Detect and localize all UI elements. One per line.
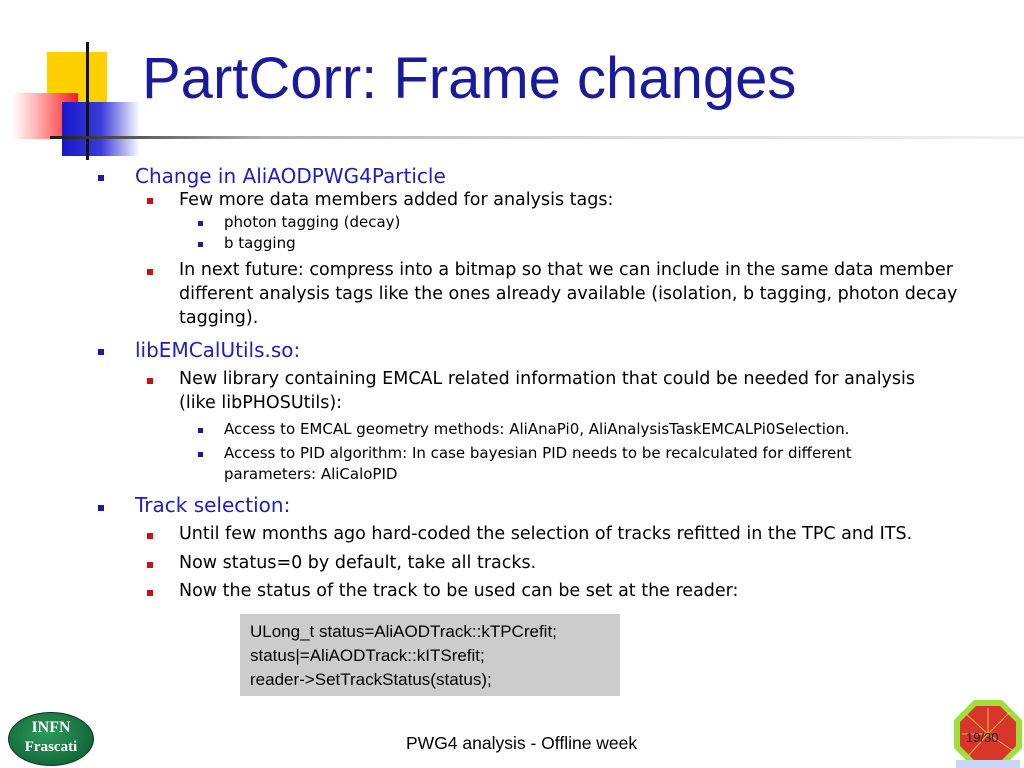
bullet-marker (98, 505, 104, 511)
bullet-l3-text: Access to PID algorithm: In case bayesian PID needs to be recalculated for different (224, 444, 852, 462)
code-line: reader->SetTrackStatus(status); (250, 670, 492, 689)
bullet-marker (147, 562, 153, 568)
bullet-l2-text: Few more data members added for analysis tags: (179, 190, 614, 210)
bullet-marker (147, 533, 153, 539)
bullet-l2-text-cont: different analysis tags like the ones already available (isolation, b tagging, photon decay (179, 284, 958, 304)
bullet-marker (98, 349, 104, 355)
infn-frascati-logo (8, 712, 94, 766)
bullet-l3-text: Access to EMCAL geometry methods: AliAnaPi0, AliAnalysisTaskEMCALPi0Selection. (224, 420, 850, 438)
title-underline (50, 136, 1024, 139)
slide-title: PartCorr: Frame changes (142, 46, 797, 111)
bullet-l3-text: photon tagging (decay) (224, 213, 401, 231)
code-line: status|=AliAODTrack::kITSrefit; (250, 646, 485, 665)
bullet-marker (147, 378, 153, 384)
bullet-l2-text: Now the status of the track to be used can be set at the reader: (179, 581, 739, 601)
bullet-l2-text-cont: tagging). (179, 308, 259, 328)
decor-vertical-line (86, 42, 89, 160)
bullet-l1-text: libEMCalUtils.so: (135, 338, 301, 362)
bullet-marker (198, 452, 203, 457)
bullet-l2-text: Now status=0 by default, take all tracks. (179, 553, 537, 573)
bullet-l1-text: Change in AliAODPWG4Particle (135, 164, 446, 188)
code-block (240, 614, 620, 696)
alice-logo-icon (952, 700, 1024, 768)
page-number: 19/30 (966, 730, 999, 745)
code-line: ULong_t status=AliAODTrack::kTPCrefit; (250, 622, 557, 641)
bullet-marker (147, 269, 153, 275)
bullet-marker (98, 175, 104, 181)
bullet-l2-text-cont: (like libPHOSUtils): (179, 393, 343, 413)
infn-logo-line1: INFN (31, 719, 71, 736)
bullet-l3-text-cont: parameters: AliCaloPID (224, 465, 398, 483)
slide-footer: PWG4 analysis - Offline week (406, 733, 638, 753)
bullet-marker (198, 428, 203, 433)
bullet-marker (147, 198, 153, 204)
bullet-marker (198, 221, 203, 226)
bullet-l2-text: In next future: compress into a bitmap so that we can include in the same data member (179, 260, 953, 280)
decor-blue-square (62, 102, 140, 156)
bullet-l3-text: b tagging (224, 234, 296, 252)
bullet-marker (198, 242, 203, 247)
infn-logo-line2: Frascati (24, 739, 78, 755)
bullet-marker (147, 590, 153, 596)
bullet-l1-text: Track selection: (135, 493, 291, 517)
bullet-l2-text: Until few months ago hard-coded the selection of tracks refitted in the TPC and ITS. (179, 524, 913, 544)
bullet-l2-text: New library containing EMCAL related information that could be needed for analysis (179, 369, 916, 389)
